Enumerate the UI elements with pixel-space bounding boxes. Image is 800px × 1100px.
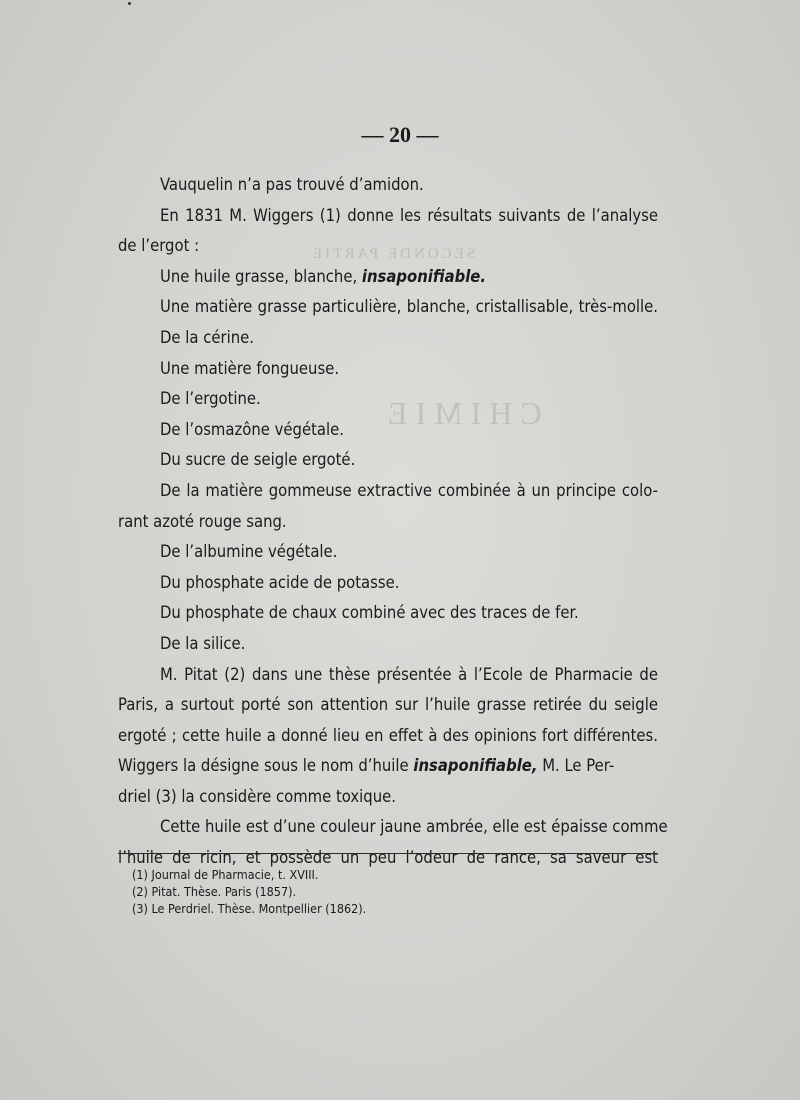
text-line: Du phosphate acide de potasse. bbox=[160, 572, 400, 592]
text-line: De la silice. bbox=[160, 633, 246, 653]
text-line: De la matière gommeuse extractive combinée à un principe colo- bbox=[160, 480, 658, 500]
bleed-through-text: SECONDE PARTIE bbox=[310, 246, 476, 262]
italic-term: insaponifiable. bbox=[361, 266, 487, 286]
speck bbox=[128, 2, 131, 5]
text-line: l’huile de ricin, et possède un peu l’odeur de rance, sa saveur est bbox=[118, 848, 658, 868]
text-line: Du sucre de seigle ergoté. bbox=[160, 450, 356, 470]
text-line: driel (3) la considère comme toxique. bbox=[118, 786, 396, 806]
text-line: M. Pitat (2) dans une thèse présentée à l’Ecole de Pharmacie de bbox=[160, 664, 658, 684]
footnote: (1) Journal de Pharmacie, t. XVIII. bbox=[132, 867, 319, 882]
text-line: De la cérine. bbox=[160, 327, 254, 347]
text-line: Paris, a surtout porté son attention sur l’huile grasse retirée du seigle bbox=[118, 695, 658, 715]
text-line: Cette huile est d’une couleur jaune ambrée, elle est épaisse comme bbox=[160, 817, 668, 837]
text-line: rant azoté rouge sang. bbox=[118, 511, 287, 531]
text-line: Vauquelin n’a pas trouvé d’amidon. bbox=[160, 175, 424, 194]
footnote: (3) Le Perdriel. Thèse. Montpellier (1862). bbox=[132, 901, 367, 916]
text-line: de l’ergot : bbox=[118, 236, 200, 256]
footnote: (2) Pitat. Thèse. Paris (1857). bbox=[132, 884, 297, 899]
body-text bbox=[118, 170, 668, 874]
text-line: Wiggers la désigne sous le nom d’huile insaponifiable, M. Le Per- bbox=[118, 756, 615, 776]
text-line: De l’osmazône végétale. bbox=[160, 419, 344, 439]
text-line: En 1831 M. Wiggers (1) donne les résultats suivants de l’analyse bbox=[160, 205, 658, 225]
italic-term: insaponifiable, bbox=[413, 756, 538, 776]
text-line: De l’albumine végétale. bbox=[160, 542, 338, 562]
footnote-divider bbox=[118, 853, 658, 854]
text-line: De l’ergotine. bbox=[160, 389, 261, 409]
footnotes bbox=[132, 866, 366, 917]
page-number: — 20 — bbox=[361, 122, 439, 147]
text-line: Une matière grasse particulière, blanche, cristallisable, très-molle. bbox=[160, 297, 658, 317]
text-line: ergoté ; cette huile a donné lieu en effet à des opinions fort différentes. bbox=[118, 725, 658, 745]
text-line: Une huile grasse, blanche, insaponifiable. bbox=[160, 266, 487, 286]
text-line: Du phosphate de chaux combiné avec des traces de fer. bbox=[160, 603, 579, 623]
text-line: Une matière fongueuse. bbox=[160, 358, 340, 378]
bleed-through-heading: CHIMIE bbox=[380, 395, 542, 431]
